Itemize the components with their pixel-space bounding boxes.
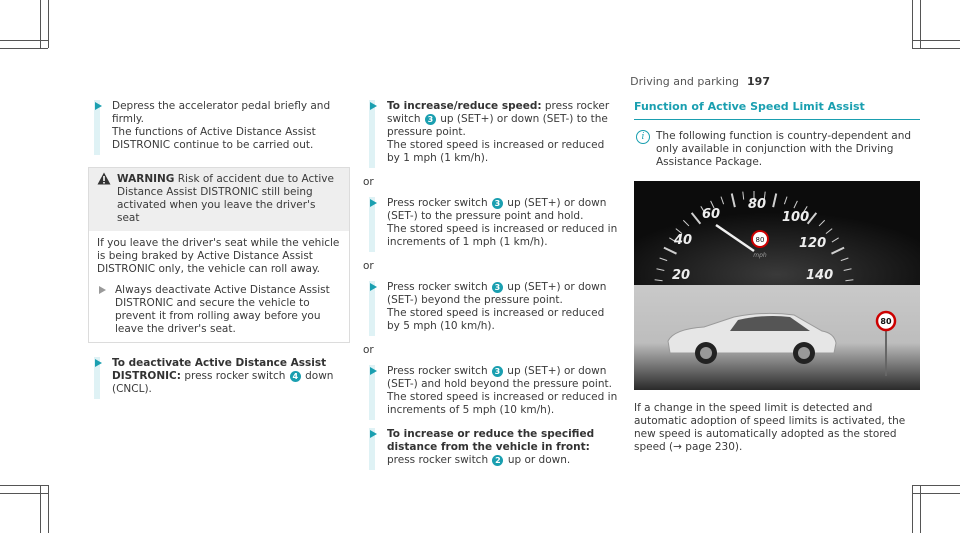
page-header <box>630 75 770 88</box>
step-arrow-icon <box>370 430 377 438</box>
step-title: To increase/reduce speed: <box>387 100 542 112</box>
callout-badge: 3 <box>492 282 503 293</box>
step-text: up (SET+) or down (SET-) beyond the pressure point. <box>387 281 607 306</box>
warning-box <box>88 167 350 343</box>
speed-tick-label: 140 <box>806 268 834 283</box>
step-arrow-icon <box>370 102 377 110</box>
section-heading: Function of Active Speed Limit Assist <box>634 100 920 120</box>
warning-triangle-icon <box>97 172 111 185</box>
instruction-step <box>88 100 350 155</box>
step-text: Press rocker switch <box>387 281 488 293</box>
step-text: press rocker switch <box>387 100 610 125</box>
callout-badge: 2 <box>492 455 503 466</box>
warning-text: If you leave the driver's seat while the vehicle is being braked by Active Distance Assist DISTRONIC only, the vehicle can roll away. <box>97 237 340 275</box>
step-title: To increase or reduce the specified distance from the vehicle in front: <box>387 428 595 453</box>
step-result: The stored speed is increased or reduced by 1 mph (1 km/h). <box>387 139 605 164</box>
step-result: The stored speed is increased or reduced in increments of 1 mph (1 km/h). <box>387 223 618 248</box>
warning-body <box>89 231 349 342</box>
warning-title: Risk of accident due to Active Distance Assist DISTRONIC still being activated when you leave the driver's seat <box>117 173 334 224</box>
speed-tick-label: 60 <box>702 207 721 222</box>
or-separator: or <box>363 260 374 272</box>
instruction-step <box>88 357 350 399</box>
step-text: up (SET+) or down (SET-) to the pressure point. <box>387 113 608 138</box>
crop-mark <box>0 485 48 486</box>
crop-mark <box>48 485 49 533</box>
instruction-step <box>363 365 618 420</box>
column-middle <box>363 100 618 478</box>
warning-action-text: Always deactivate Active Distance Assist DISTRONIC and secure the vehicle to prevent it from rolling away before you leave the driver's seat. <box>115 284 330 335</box>
column-left <box>88 100 350 407</box>
step-text: Depress the accelerator pedal briefly and firmly. <box>112 100 331 125</box>
action-arrow-icon <box>99 286 106 294</box>
speed-unit: mph <box>753 252 767 259</box>
callout-badge: 3 <box>492 366 503 377</box>
step-result: The stored speed is increased or reduced by 5 mph (10 km/h). <box>387 307 605 332</box>
info-note <box>634 130 920 169</box>
crop-mark <box>48 0 49 48</box>
step-arrow-icon <box>370 367 377 375</box>
limit-marker-value: 80 <box>755 236 765 244</box>
info-icon: i <box>636 130 650 144</box>
step-arrow-icon <box>370 199 377 207</box>
crop-mark <box>0 40 48 41</box>
speed-tick-label: 20 <box>672 268 691 283</box>
speed-tick-label: 40 <box>674 233 693 248</box>
step-text: press rocker switch <box>387 454 489 466</box>
warning-action <box>97 284 341 336</box>
crop-mark <box>0 48 48 49</box>
step-text: down (CNCL). <box>112 370 334 395</box>
speed-tick-label: 120 <box>799 236 827 251</box>
page-number: 197 <box>747 75 770 88</box>
instruction-step <box>363 428 618 470</box>
illustration-svg <box>634 181 920 390</box>
step-text: Press rocker switch <box>387 197 488 209</box>
warning-header <box>89 168 349 231</box>
crop-mark <box>912 485 960 486</box>
speed-tick-label: 100 <box>782 210 810 225</box>
column-right <box>634 100 920 454</box>
step-title: To deactivate Active Distance Assist DISTRONIC: <box>112 357 327 382</box>
step-text: press rocker switch <box>184 370 286 382</box>
speed-tick-label: 80 <box>748 197 767 212</box>
instruction-step <box>363 281 618 336</box>
crop-mark <box>912 493 960 494</box>
section-name: Driving and parking <box>630 75 740 88</box>
step-arrow-icon <box>95 102 102 110</box>
step-arrow-icon <box>370 283 377 291</box>
crop-mark <box>0 493 48 494</box>
instruction-step <box>363 197 618 252</box>
note-text: The following function is country-dependent and only available in conjunction with the Driving Assistance Package. <box>656 130 912 168</box>
or-separator: or <box>363 176 374 188</box>
step-result: The stored speed is increased or reduced in increments of 5 mph (10 km/h). <box>387 391 618 416</box>
sign-value: 80 <box>880 317 892 326</box>
speed-limit-illustration <box>634 181 920 390</box>
step-text: Press rocker switch <box>387 365 488 377</box>
step-arrow-icon <box>95 359 102 367</box>
step-text: up (SET+) or down (SET-) and hold beyond the pressure point. <box>387 365 612 390</box>
step-result: The functions of Active Distance Assist DISTRONIC continue to be carried out. <box>112 126 316 151</box>
callout-badge: 4 <box>290 371 301 382</box>
warning-label: WARNING <box>117 173 175 185</box>
callout-badge: 3 <box>492 198 503 209</box>
step-text: up (SET+) or down (SET-) to the pressure point and hold. <box>387 197 607 222</box>
body-paragraph: If a change in the speed limit is detected and automatic adoption of speed limits is activated, the new speed is automatically adopted as the stored speed (→ page 230). <box>634 402 906 453</box>
callout-badge: 3 <box>425 114 436 125</box>
instruction-step <box>363 100 618 168</box>
step-text: up or down. <box>507 454 571 466</box>
or-separator: or <box>363 344 374 356</box>
crop-mark <box>912 48 960 49</box>
crop-mark <box>912 40 960 41</box>
